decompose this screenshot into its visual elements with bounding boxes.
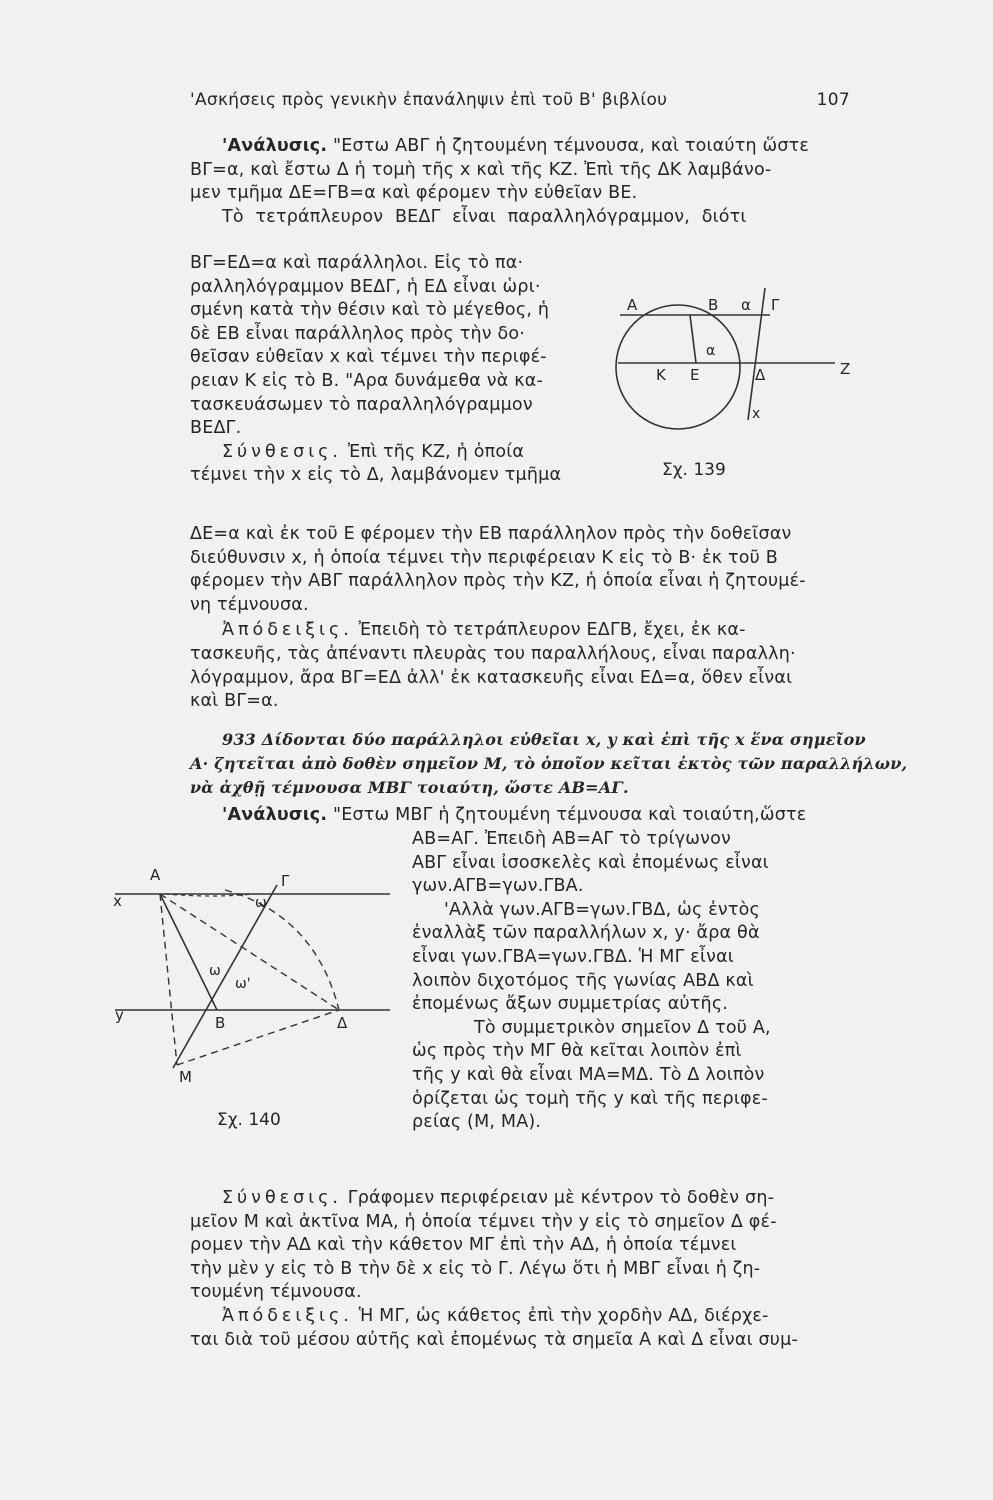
text-line: εἶναι γων.ΓΒΑ=γων.ΓΒΔ. Ἡ ΜΓ εἶναι xyxy=(412,946,734,967)
text-line: Τὸ τετράπλευρον ΒΕΔΓ εἶναι παραλληλόγραμμον, διότι xyxy=(222,206,747,227)
text-line: ἐπομένως ἄξων συμμετρίας αὐτῆς. xyxy=(412,994,729,1015)
figure-139 xyxy=(600,280,860,480)
label-x: x xyxy=(113,892,122,910)
text-line: μεν τμῆμα ΔΕ=ΓΒ=α καὶ φέρομεν τὴν εὐθεῖαν ΒΕ. xyxy=(190,183,638,204)
figure-140 xyxy=(105,860,405,1135)
text-line: νη τέμνουσα. xyxy=(190,594,309,615)
text-line: μεῖον Μ καὶ ἀκτῖνα ΜΑ, ἡ ὁποία τέμνει τὴν y εἰς τὸ σημεῖον Δ φέ- xyxy=(190,1211,777,1232)
text-line: νὰ ἀχθῇ τέμνουσα ΜΒΓ τοιαύτη, ὥστε ΑΒ=ΑΓ. xyxy=(190,778,629,797)
synthesis-proof-933 xyxy=(190,1187,880,1352)
text-line: τασκευάσωμεν τὸ παραλληλόγραμμον xyxy=(190,394,533,415)
label-b: Β xyxy=(708,296,719,314)
analysis-933-first xyxy=(190,804,880,828)
text-line: Ἡ ΜΓ, ὡς κάθετος ἐπὶ τὴν χορδὴν ΑΔ, διέρχε- xyxy=(358,1305,769,1326)
text-line: ται διὰ τοῦ μέσου αὐτῆς καὶ ἐπομένως τὰ σημεῖα Α καὶ Δ εἶναι συμ- xyxy=(190,1329,798,1350)
text-line: ραλληλόγραμμον ΒΕΔΓ, ἡ ΕΔ εἶναι ὡρι· xyxy=(190,276,541,297)
text-line: ΒΕΔΓ. xyxy=(190,418,242,439)
text-line: ἐναλλὰξ τῶν παραλλήλων x, y· ἄρα θὰ xyxy=(412,923,760,944)
text-line: ΒΓ=α, καὶ ἔστω Δ ἡ τομὴ τῆς x καὶ τῆς ΚΖ. Ἐπὶ τῆς ΔΚ λαμβάνο- xyxy=(190,159,772,180)
text-line: τὴν μὲν y εἰς τὸ Β τὴν δὲ x εἰς τὸ Γ. Λέγω ὅτι ἡ ΜΒΓ εἶναι ἡ ζη- xyxy=(190,1258,761,1279)
arc-m-ma xyxy=(225,890,339,1010)
segment-be xyxy=(690,315,696,363)
text-line: καὶ ΒΓ=α. xyxy=(190,691,279,712)
text-line: Δίδονται δύο παράλληλοι εὐθεῖαι x, y καὶ ἐπὶ τῆς x ἕνα σημεῖον xyxy=(261,730,866,749)
proof-label: Ἀπόδειξις. xyxy=(222,1305,353,1326)
running-header xyxy=(190,90,850,110)
text-line: λόγραμμον, ἄρα ΒΓ=ΕΔ ἀλλ' ἐκ κατασκευῆς εἶναι ΕΔ=α, ὅθεν εἶναι xyxy=(190,667,793,688)
label-omega-top: ω xyxy=(255,895,267,911)
label-a-top: α xyxy=(741,296,751,314)
text-line: τουμένη τέμνουσα. xyxy=(190,1282,362,1303)
text-line: Ἐπειδὴ τὸ τετράπλευρον ΕΔΓΒ, ἔχει, ἐκ κα- xyxy=(358,620,746,641)
analysis-932-full xyxy=(190,135,880,229)
text-line: Α· ζητεῖται ἀπὸ δοθὲν σημεῖον Μ, τὸ ὁποῖον κεῖται ἐκτὸς τῶν παραλλήλων, xyxy=(190,754,908,773)
segment-ad xyxy=(160,894,339,1010)
analysis-932-narrow xyxy=(190,252,570,488)
label-g: Γ xyxy=(771,296,780,314)
text-line: Γράφομεν περιφέρειαν μὲ κέντρον τὸ δοθὲν ση- xyxy=(347,1188,775,1208)
analysis-933-column xyxy=(412,828,880,1135)
synthesis-label: Σύνθεσις. xyxy=(222,441,342,462)
text-line: Τὸ συμμετρικὸν σημεῖον Δ τοῦ Α, xyxy=(474,1017,771,1038)
label-x: x xyxy=(752,406,761,422)
label-y: y xyxy=(115,1006,124,1024)
text-line: ΒΓ=ΕΔ=α καὶ παράλληλοι. Εἰς τὸ πα· xyxy=(190,253,524,273)
label-omega: ω xyxy=(209,963,221,979)
text-line: φέρομεν τὴν ΑΒΓ παράλληλον πρὸς τὴν ΚΖ, ἡ ὁποία εἶναι ἡ ζητουμέ- xyxy=(190,571,806,592)
text-line: λοιπὸν διχοτόμος τῆς γωνίας ΑΒΔ καὶ xyxy=(412,970,754,991)
synthesis-proof-932 xyxy=(190,523,880,714)
text-line: γων.ΑΓΒ=γων.ΓΒΑ. xyxy=(412,876,584,897)
text-line: ΔΕ=α καὶ ἐκ τοῦ Ε φέρομεν τὴν ΕΒ παράλληλον πρὸς τὴν δοθεῖσαν xyxy=(190,524,792,544)
label-e: Ε xyxy=(690,366,700,384)
synthesis-label: Σύνθεσις. xyxy=(222,1188,342,1208)
label-m: Μ xyxy=(179,1068,192,1086)
line-mbg xyxy=(173,885,277,1068)
text-line: διεύθυνσιν x, ἡ ὁποία τέμνει τὴν περιφέρειαν Κ εἰς τὸ Β· ἐκ τοῦ Β xyxy=(190,547,778,568)
text-line: ρειαν Κ εἰς τὸ Β. "Αρα δυνάμεθα νὰ κα- xyxy=(190,370,543,391)
text-line: Ἐπὶ τῆς ΚΖ, ἡ ὁποία xyxy=(347,441,525,462)
text-line: "Εστω ΜΒΓ ἡ ζητουμένη τέμνουσα καὶ τοιαύτη,ὥστε xyxy=(332,805,807,825)
label-b: Β xyxy=(215,1014,226,1032)
label-z: Ζ xyxy=(840,360,851,378)
analysis-label: 'Ανάλυσις. xyxy=(222,805,328,825)
problem-number: 933 xyxy=(222,730,256,749)
text-line: "Εστω ΑΒΓ ἡ ζητουμένη τέμνουσα, καὶ τοιαύτη ὥστε xyxy=(332,136,810,156)
header-title: 'Ασκήσεις πρὸς γενικὴν ἐπανάληψιν ἐπὶ τοῦ Β' βιβλίου xyxy=(190,90,668,110)
text-line: δὲ ΕΒ εἶναι παράλληλος πρὸς τὴν δο· xyxy=(190,323,526,344)
text-line: τασκευῆς, τὰς ἀπέναντι πλευρὰς του παραλλήλους, εἶναι παραλλη· xyxy=(190,643,796,664)
label-omega-prime: ω' xyxy=(235,976,251,992)
label-a: Α xyxy=(150,866,161,884)
label-d: Δ xyxy=(337,1014,348,1032)
text-line: ρείας (Μ, ΜΑ). xyxy=(412,1112,542,1133)
text-line: ὡς πρὸς τὴν ΜΓ θὰ κεῖται λοιπὸν ἐπὶ xyxy=(412,1041,742,1062)
proof-label: Ἀπόδειξις. xyxy=(222,620,353,641)
text-line: σμένη κατὰ τὴν θέσιν καὶ τὸ μέγεθος, ἡ xyxy=(190,300,550,321)
circle-k xyxy=(616,305,740,429)
label-a: Α xyxy=(627,296,638,314)
problem-933-statement xyxy=(190,728,908,800)
text-line: ρομεν τὴν ΑΔ καὶ τὴν κάθετον ΜΓ ἐπὶ τὴν ΑΔ, ἡ ὁποία τέμνει xyxy=(190,1235,737,1256)
segment-ab xyxy=(160,894,217,1010)
text-line: ὁρίζεται ὡς τομὴ τῆς y καὶ τῆς περιφε- xyxy=(412,1088,768,1109)
label-d: Δ xyxy=(755,366,766,384)
label-g: Γ xyxy=(281,872,290,890)
text-line: ΑΒΓ εἶναι ἰσοσκελὲς καὶ ἐπομένως εἶναι xyxy=(412,852,769,873)
text-line: τέμνει τὴν x εἰς τὸ Δ, λαμβάνομεν τμῆμα xyxy=(190,465,562,486)
text-line: θεῖσαν εὐθεῖαν x καὶ τέμνει τὴν περιφέ- xyxy=(190,347,547,368)
label-k: Κ xyxy=(656,366,666,384)
label-a-mid: α xyxy=(706,343,716,359)
page-number: 107 xyxy=(816,90,850,110)
analysis-label: 'Ανάλυσις. xyxy=(222,136,328,156)
text-line: 'Αλλὰ γων.ΑΓΒ=γων.ΓΒΔ, ὡς ἐντὸς xyxy=(444,899,760,920)
segment-am xyxy=(160,894,177,1065)
figure-140-caption: Σχ. 140 xyxy=(217,1110,281,1130)
text-line: ΑΒ=ΑΓ. Ἐπειδὴ ΑΒ=ΑΓ τὸ τρίγωνον xyxy=(412,829,731,849)
text-line: τῆς y καὶ θὰ εἶναι ΜΑ=ΜΔ. Τὸ Δ λοιπὸν xyxy=(412,1064,765,1085)
figure-139-caption: Σχ. 139 xyxy=(662,460,726,480)
